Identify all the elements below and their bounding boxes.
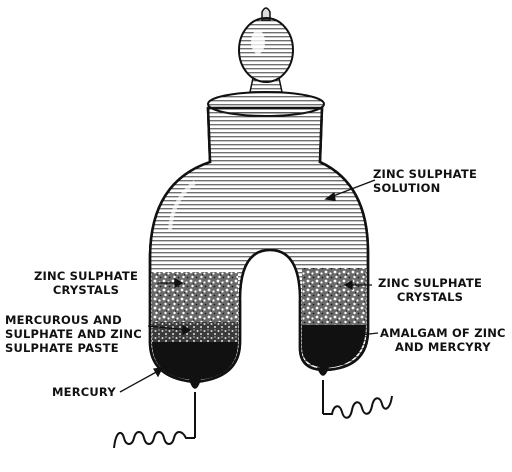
label-line: CRYSTALS (396, 290, 464, 304)
label-mercurous-paste (5, 313, 142, 355)
label-line: AMALGAM OF ZINC (380, 326, 506, 340)
left-wire-coil (114, 432, 195, 448)
label-zinc-sulphate-crystals-right (378, 276, 482, 304)
label-line: ZINC SULPHATE (378, 276, 482, 290)
label-zinc-sulphate-crystals-left (34, 269, 138, 297)
label-line: ZINC SULPHATE (373, 167, 477, 181)
stopper (208, 8, 324, 116)
label-mercury (52, 385, 116, 399)
right-wire-coil (323, 396, 392, 418)
label-line: MERCURY (52, 385, 116, 399)
label-line: AND MERCYRY (394, 340, 491, 354)
label-line: SOLUTION (373, 181, 441, 195)
label-line: CRYSTALS (52, 283, 120, 297)
glass-vessel (150, 108, 368, 382)
label-zinc-sulphate-solution (373, 167, 477, 195)
label-line: SULPHATE PASTE (5, 341, 119, 355)
label-amalgam (380, 326, 506, 354)
label-line: ZINC SULPHATE (34, 269, 138, 283)
label-line: SULPHATE AND ZINC (5, 327, 142, 341)
label-line: MERCUROUS AND (5, 313, 122, 327)
